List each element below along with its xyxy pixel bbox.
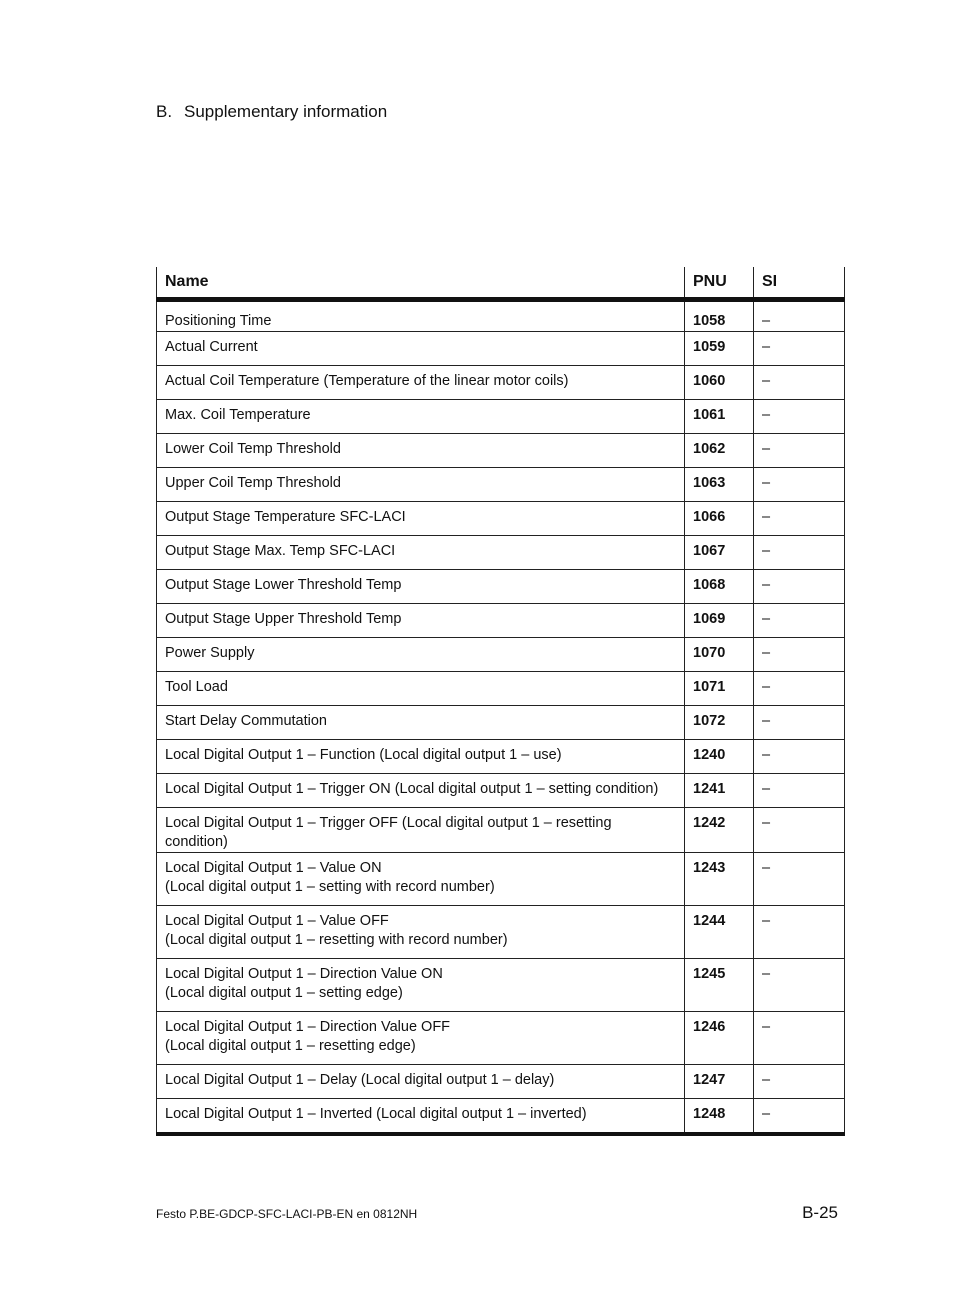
cell-name — [157, 672, 685, 706]
table-row — [157, 1099, 845, 1135]
cell-name — [157, 638, 685, 672]
cell-name — [157, 536, 685, 570]
cell-name-line1: Positioning Time — [165, 313, 272, 329]
table-row — [157, 808, 845, 853]
section-letter: B. — [156, 102, 173, 121]
cell-name — [157, 740, 685, 774]
cell-pnu: 1062 — [685, 434, 754, 468]
cell-si: – — [754, 468, 845, 502]
table-row — [157, 502, 845, 536]
table-row — [157, 400, 845, 434]
cell-name-line1: Output Stage Temperature SFC-LACI — [165, 509, 406, 525]
cell-pnu: 1243 — [685, 853, 754, 906]
cell-pnu: 1068 — [685, 570, 754, 604]
cell-pnu: 1066 — [685, 502, 754, 536]
cell-si: – — [754, 366, 845, 400]
cell-name — [157, 959, 685, 1012]
table-row — [157, 638, 845, 672]
cell-pnu: 1248 — [685, 1099, 754, 1135]
cell-pnu: 1063 — [685, 468, 754, 502]
cell-name — [157, 366, 685, 400]
table-row — [157, 959, 845, 1012]
table-header-row — [157, 267, 845, 300]
table-row — [157, 706, 845, 740]
cell-si: – — [754, 853, 845, 906]
cell-si: – — [754, 906, 845, 959]
cell-name-line1: Local Digital Output 1 – Delay (Local digital output 1 – delay) — [165, 1072, 555, 1088]
cell-name-line1: Max. Coil Temperature — [165, 407, 311, 423]
cell-name — [157, 332, 685, 366]
cell-pnu: 1058 — [685, 300, 754, 332]
table-row — [157, 774, 845, 808]
cell-pnu: 1072 — [685, 706, 754, 740]
cell-pnu: 1069 — [685, 604, 754, 638]
cell-pnu: 1245 — [685, 959, 754, 1012]
cell-name-line1: Local Digital Output 1 – Trigger ON (Local digital output 1 – setting condition) — [165, 781, 659, 797]
cell-pnu: 1244 — [685, 906, 754, 959]
cell-name-line1: Lower Coil Temp Threshold — [165, 441, 341, 457]
cell-pnu: 1242 — [685, 808, 754, 853]
table-row — [157, 604, 845, 638]
cell-name-line1: Local Digital Output 1 – Value ON — [165, 860, 382, 876]
cell-pnu: 1071 — [685, 672, 754, 706]
table-row — [157, 536, 845, 570]
cell-si: – — [754, 400, 845, 434]
cell-name — [157, 502, 685, 536]
cell-name — [157, 906, 685, 959]
table-row — [157, 1012, 845, 1065]
cell-pnu: 1070 — [685, 638, 754, 672]
cell-name — [157, 774, 685, 808]
table-row — [157, 366, 845, 400]
cell-name-line2: (Local digital output 1 – setting with record number) — [165, 879, 495, 895]
cell-name — [157, 808, 685, 853]
cell-name-line1: Power Supply — [165, 645, 255, 661]
cell-si: – — [754, 1012, 845, 1065]
cell-name-line1: Tool Load — [165, 679, 228, 695]
table-row — [157, 468, 845, 502]
cell-name-line1: Local Digital Output 1 – Direction Value OFF — [165, 1019, 451, 1035]
table-row — [157, 300, 845, 332]
cell-pnu: 1067 — [685, 536, 754, 570]
cell-si: – — [754, 1065, 845, 1099]
cell-si: – — [754, 740, 845, 774]
page-number: B-25 — [802, 1203, 838, 1222]
cell-name-line2: (Local digital output 1 – resetting with record number) — [165, 932, 508, 948]
table-row — [157, 672, 845, 706]
cell-name-line1: Local Digital Output 1 – Trigger OFF (Local digital output 1 – resetting condition) — [165, 815, 612, 850]
document-id: Festo P.BE-GDCP-SFC-LACI-PB-EN en 0812NH — [156, 1207, 418, 1221]
cell-si: – — [754, 604, 845, 638]
cell-name — [157, 1012, 685, 1065]
cell-si: – — [754, 959, 845, 1012]
cell-name-line1: Output Stage Max. Temp SFC-LACI — [165, 543, 396, 559]
cell-name — [157, 853, 685, 906]
cell-pnu: 1241 — [685, 774, 754, 808]
cell-pnu: 1061 — [685, 400, 754, 434]
cell-name-line1: Local Digital Output 1 – Value OFF — [165, 913, 389, 929]
parameter-table — [156, 267, 845, 1136]
cell-pnu: 1240 — [685, 740, 754, 774]
cell-si: – — [754, 536, 845, 570]
cell-name-line2: (Local digital output 1 – resetting edge) — [165, 1038, 416, 1054]
cell-si: – — [754, 706, 845, 740]
column-header-si: SI — [754, 267, 845, 300]
cell-name-line2: (Local digital output 1 – setting edge) — [165, 985, 403, 1001]
cell-name-line1: Local Digital Output 1 – Inverted (Local digital output 1 – inverted) — [165, 1106, 587, 1122]
cell-name-line1: Local Digital Output 1 – Direction Value ON — [165, 966, 443, 982]
table-row — [157, 853, 845, 906]
cell-si: – — [754, 300, 845, 332]
table-row — [157, 332, 845, 366]
cell-si: – — [754, 808, 845, 853]
cell-name — [157, 1099, 685, 1135]
cell-name-line1: Output Stage Upper Threshold Temp — [165, 611, 402, 627]
cell-name-line1: Actual Current — [165, 339, 258, 355]
cell-name-line1: Actual Coil Temperature (Temperature of the linear motor coils) — [165, 373, 569, 389]
cell-pnu: 1246 — [685, 1012, 754, 1065]
cell-name-line1: Local Digital Output 1 – Function (Local digital output 1 – use) — [165, 747, 562, 763]
cell-si: – — [754, 502, 845, 536]
cell-name-line1: Output Stage Lower Threshold Temp — [165, 577, 402, 593]
cell-pnu: 1059 — [685, 332, 754, 366]
cell-name-line1: Start Delay Commutation — [165, 713, 327, 729]
cell-name — [157, 1065, 685, 1099]
column-header-name: Name — [157, 267, 685, 300]
cell-name — [157, 434, 685, 468]
cell-name — [157, 400, 685, 434]
cell-si: – — [754, 638, 845, 672]
column-header-pnu: PNU — [685, 267, 754, 300]
cell-si: – — [754, 672, 845, 706]
cell-si: – — [754, 332, 845, 366]
cell-name-line1: Upper Coil Temp Threshold — [165, 475, 341, 491]
cell-name — [157, 706, 685, 740]
cell-pnu: 1060 — [685, 366, 754, 400]
table-body — [157, 300, 845, 1135]
cell-name — [157, 570, 685, 604]
cell-name — [157, 300, 685, 332]
table-row — [157, 740, 845, 774]
section-heading — [156, 102, 387, 122]
cell-name — [157, 604, 685, 638]
table-row — [157, 906, 845, 959]
table-row — [157, 434, 845, 468]
section-title: Supplementary information — [184, 102, 388, 121]
cell-si: – — [754, 1099, 845, 1135]
cell-si: – — [754, 774, 845, 808]
table-row — [157, 1065, 845, 1099]
cell-name — [157, 468, 685, 502]
cell-si: – — [754, 570, 845, 604]
table-row — [157, 570, 845, 604]
cell-pnu: 1247 — [685, 1065, 754, 1099]
cell-si: – — [754, 434, 845, 468]
